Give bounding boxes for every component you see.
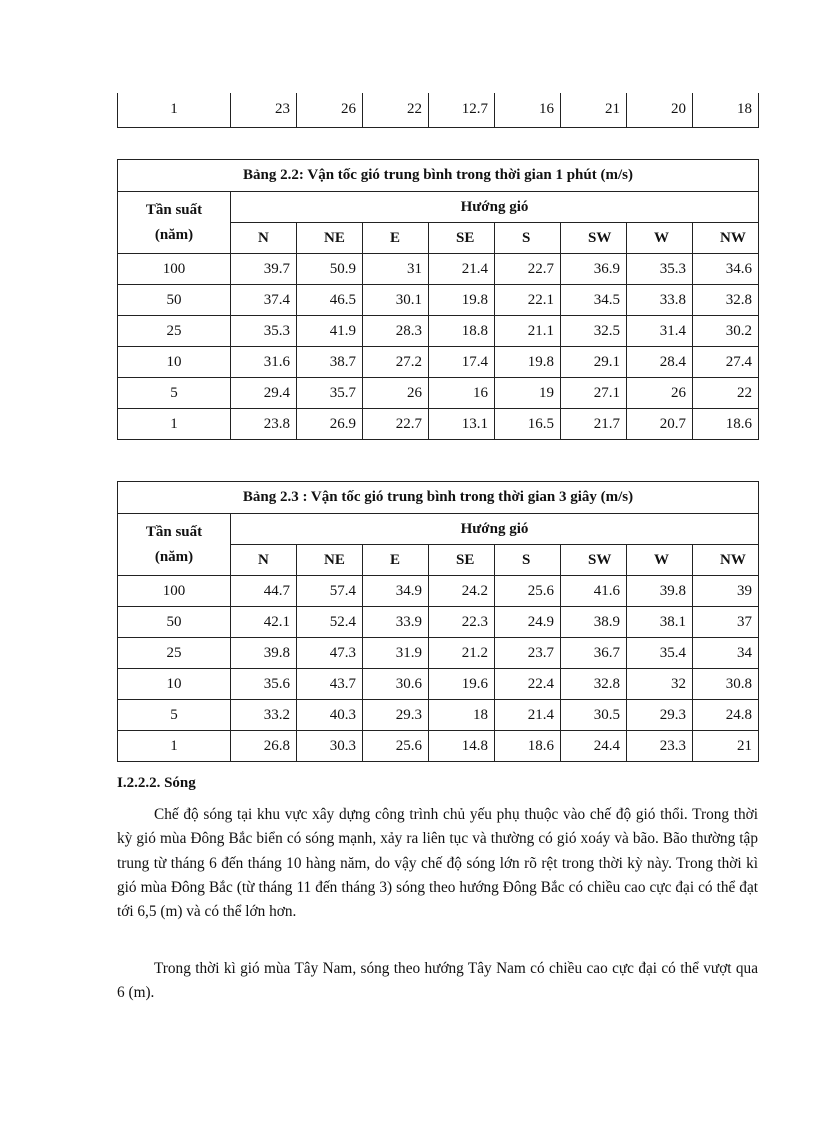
value-cell: 29.4 <box>231 378 297 409</box>
direction-ne: NE <box>297 223 363 254</box>
value-cell: 17.4 <box>429 347 495 378</box>
value-cell: 35.3 <box>231 316 297 347</box>
value-cell: 30.2 <box>693 316 759 347</box>
value-cell: 41.6 <box>561 576 627 607</box>
value-cell: 33.8 <box>627 285 693 316</box>
direction-se: SE <box>429 545 495 576</box>
table-title: Bảng 2.3 : Vận tốc gió trung bình trong thời gian 3 giây (m/s) <box>118 482 759 514</box>
value-cell: 23.3 <box>627 731 693 762</box>
direction-s: S <box>495 545 561 576</box>
value-cell: 35.3 <box>627 254 693 285</box>
value-cell: 16 <box>429 378 495 409</box>
value-cell: 32.8 <box>693 285 759 316</box>
direction-e: E <box>363 545 429 576</box>
value-cell: 12.7 <box>429 93 495 127</box>
direction-nw: NW <box>693 223 759 254</box>
table-row <box>118 378 759 409</box>
table-row <box>118 669 759 700</box>
value-cell: 34.5 <box>561 285 627 316</box>
value-cell: 33.9 <box>363 607 429 638</box>
frequency-cell: 50 <box>118 285 231 316</box>
value-cell: 22.1 <box>495 285 561 316</box>
value-cell: 19.8 <box>495 347 561 378</box>
value-cell: 24.8 <box>693 700 759 731</box>
frequency-cell: 5 <box>118 700 231 731</box>
value-cell: 20 <box>627 93 693 127</box>
value-cell: 30.5 <box>561 700 627 731</box>
value-cell: 22 <box>693 378 759 409</box>
value-cell: 24.2 <box>429 576 495 607</box>
value-cell: 25.6 <box>495 576 561 607</box>
direction-n: N <box>231 545 297 576</box>
value-cell: 43.7 <box>297 669 363 700</box>
value-cell: 31.4 <box>627 316 693 347</box>
frequency-cell: 10 <box>118 347 231 378</box>
value-cell: 21.1 <box>495 316 561 347</box>
table-row <box>118 316 759 347</box>
frequency-cell: 1 <box>118 731 231 762</box>
value-cell: 22.7 <box>495 254 561 285</box>
value-cell: 35.4 <box>627 638 693 669</box>
frequency-cell: 100 <box>118 576 231 607</box>
value-cell: 26 <box>297 93 363 127</box>
frequency-label: Tần suất <box>145 523 203 540</box>
table-row <box>118 285 759 316</box>
value-cell: 41.9 <box>297 316 363 347</box>
value-cell: 22.7 <box>363 409 429 440</box>
frequency-cell: 5 <box>118 378 231 409</box>
body-paragraph: Trong thời kì gió mùa Tây Nam, sóng theo hướng Tây Nam có chiều cao cực đại có thể vượt qua 6 (m). <box>117 960 758 1002</box>
value-cell: 16 <box>495 93 561 127</box>
value-cell: 38.7 <box>297 347 363 378</box>
value-cell: 18.8 <box>429 316 495 347</box>
value-cell: 36.7 <box>561 638 627 669</box>
value-cell: 21.4 <box>495 700 561 731</box>
value-cell: 22.4 <box>495 669 561 700</box>
value-cell: 42.1 <box>231 607 297 638</box>
table-row <box>118 254 759 285</box>
table-row <box>118 409 759 440</box>
frequency-header <box>118 514 231 576</box>
value-cell: 27.4 <box>693 347 759 378</box>
value-cell: 19.6 <box>429 669 495 700</box>
value-cell: 40.3 <box>297 700 363 731</box>
value-cell: 25.6 <box>363 731 429 762</box>
frequency-unit: (năm) <box>154 226 194 243</box>
table-row <box>118 93 759 127</box>
value-cell: 29.3 <box>363 700 429 731</box>
value-cell: 14.8 <box>429 731 495 762</box>
value-cell: 18 <box>693 93 759 127</box>
value-cell: 37 <box>693 607 759 638</box>
value-cell: 33.2 <box>231 700 297 731</box>
value-cell: 21.7 <box>561 409 627 440</box>
direction-s: S <box>495 223 561 254</box>
value-cell: 24.9 <box>495 607 561 638</box>
value-cell: 23.7 <box>495 638 561 669</box>
table-row <box>118 700 759 731</box>
section-heading: I.2.2.2. Sóng <box>117 775 196 791</box>
direction-header: Hướng gió <box>231 514 759 545</box>
value-cell: 50.9 <box>297 254 363 285</box>
value-cell: 21 <box>561 93 627 127</box>
value-cell: 38.1 <box>627 607 693 638</box>
value-cell: 35.7 <box>297 378 363 409</box>
wind-speed-1min-table <box>117 159 759 440</box>
value-cell: 29.1 <box>561 347 627 378</box>
value-cell: 38.9 <box>561 607 627 638</box>
direction-w: W <box>627 545 693 576</box>
frequency-header <box>118 192 231 254</box>
value-cell: 30.1 <box>363 285 429 316</box>
value-cell: 24.4 <box>561 731 627 762</box>
value-cell: 16.5 <box>495 409 561 440</box>
value-cell: 23 <box>231 93 297 127</box>
value-cell: 26.8 <box>231 731 297 762</box>
value-cell: 26 <box>627 378 693 409</box>
value-cell: 19.8 <box>429 285 495 316</box>
value-cell: 28.4 <box>627 347 693 378</box>
frequency-cell: 50 <box>118 607 231 638</box>
frequency-label: Tần suất <box>145 201 203 218</box>
value-cell: 35.6 <box>231 669 297 700</box>
table-row <box>118 638 759 669</box>
continued-table-last-row <box>117 93 759 128</box>
frequency-cell: 100 <box>118 254 231 285</box>
direction-se: SE <box>429 223 495 254</box>
frequency-cell: 1 <box>118 93 231 127</box>
value-cell: 21 <box>693 731 759 762</box>
value-cell: 52.4 <box>297 607 363 638</box>
value-cell: 47.3 <box>297 638 363 669</box>
value-cell: 30.8 <box>693 669 759 700</box>
value-cell: 29.3 <box>627 700 693 731</box>
value-cell: 23.8 <box>231 409 297 440</box>
frequency-cell: 25 <box>118 638 231 669</box>
frequency-cell: 1 <box>118 409 231 440</box>
value-cell: 31.9 <box>363 638 429 669</box>
value-cell: 39 <box>693 576 759 607</box>
value-cell: 28.3 <box>363 316 429 347</box>
value-cell: 39.7 <box>231 254 297 285</box>
value-cell: 57.4 <box>297 576 363 607</box>
value-cell: 27.2 <box>363 347 429 378</box>
value-cell: 18.6 <box>693 409 759 440</box>
value-cell: 20.7 <box>627 409 693 440</box>
value-cell: 22.3 <box>429 607 495 638</box>
value-cell: 34.9 <box>363 576 429 607</box>
value-cell: 37.4 <box>231 285 297 316</box>
direction-sw: SW <box>561 223 627 254</box>
value-cell: 18.6 <box>495 731 561 762</box>
value-cell: 32.5 <box>561 316 627 347</box>
table-row <box>118 576 759 607</box>
direction-ne: NE <box>297 545 363 576</box>
value-cell: 22 <box>363 93 429 127</box>
value-cell: 32 <box>627 669 693 700</box>
value-cell: 21.2 <box>429 638 495 669</box>
value-cell: 30.3 <box>297 731 363 762</box>
value-cell: 46.5 <box>297 285 363 316</box>
frequency-cell: 25 <box>118 316 231 347</box>
value-cell: 44.7 <box>231 576 297 607</box>
value-cell: 34.6 <box>693 254 759 285</box>
value-cell: 18 <box>429 700 495 731</box>
frequency-unit: (năm) <box>154 548 194 565</box>
direction-nw: NW <box>693 545 759 576</box>
wind-speed-3sec-table <box>117 481 759 762</box>
direction-w: W <box>627 223 693 254</box>
table-title: Bảng 2.2: Vận tốc gió trung bình trong thời gian 1 phút (m/s) <box>118 160 759 192</box>
value-cell: 13.1 <box>429 409 495 440</box>
direction-e: E <box>363 223 429 254</box>
table-row <box>118 731 759 762</box>
direction-sw: SW <box>561 545 627 576</box>
direction-header: Hướng gió <box>231 192 759 223</box>
frequency-cell: 10 <box>118 669 231 700</box>
value-cell: 27.1 <box>561 378 627 409</box>
value-cell: 32.8 <box>561 669 627 700</box>
direction-n: N <box>231 223 297 254</box>
table-row <box>118 347 759 378</box>
value-cell: 34 <box>693 638 759 669</box>
value-cell: 39.8 <box>627 576 693 607</box>
value-cell: 26 <box>363 378 429 409</box>
value-cell: 19 <box>495 378 561 409</box>
value-cell: 39.8 <box>231 638 297 669</box>
table-row <box>118 607 759 638</box>
body-paragraph: Chế độ sóng tại khu vực xây dựng công trình chủ yếu phụ thuộc vào chế độ gió thổi. Trong thời kỳ gió mùa Đông Bắc biển có sóng mạnh, xảy ra liên tục và thường có gió xoáy và bão. Bão thường tập trung từ tháng 6 đến tháng 10 hàng năm, do vậy chế độ sóng lớn rõ rệt trong thời kỳ này. Trong thời kì gió mùa Đông Bắc (từ tháng 11 đến tháng 3) sóng theo hướng Đông Bắc có chiều cao cực đại có thể đạt tới 6,5 (m) và có thể lớn hơn. <box>117 806 758 921</box>
value-cell: 30.6 <box>363 669 429 700</box>
value-cell: 31 <box>363 254 429 285</box>
value-cell: 26.9 <box>297 409 363 440</box>
value-cell: 36.9 <box>561 254 627 285</box>
value-cell: 21.4 <box>429 254 495 285</box>
value-cell: 31.6 <box>231 347 297 378</box>
